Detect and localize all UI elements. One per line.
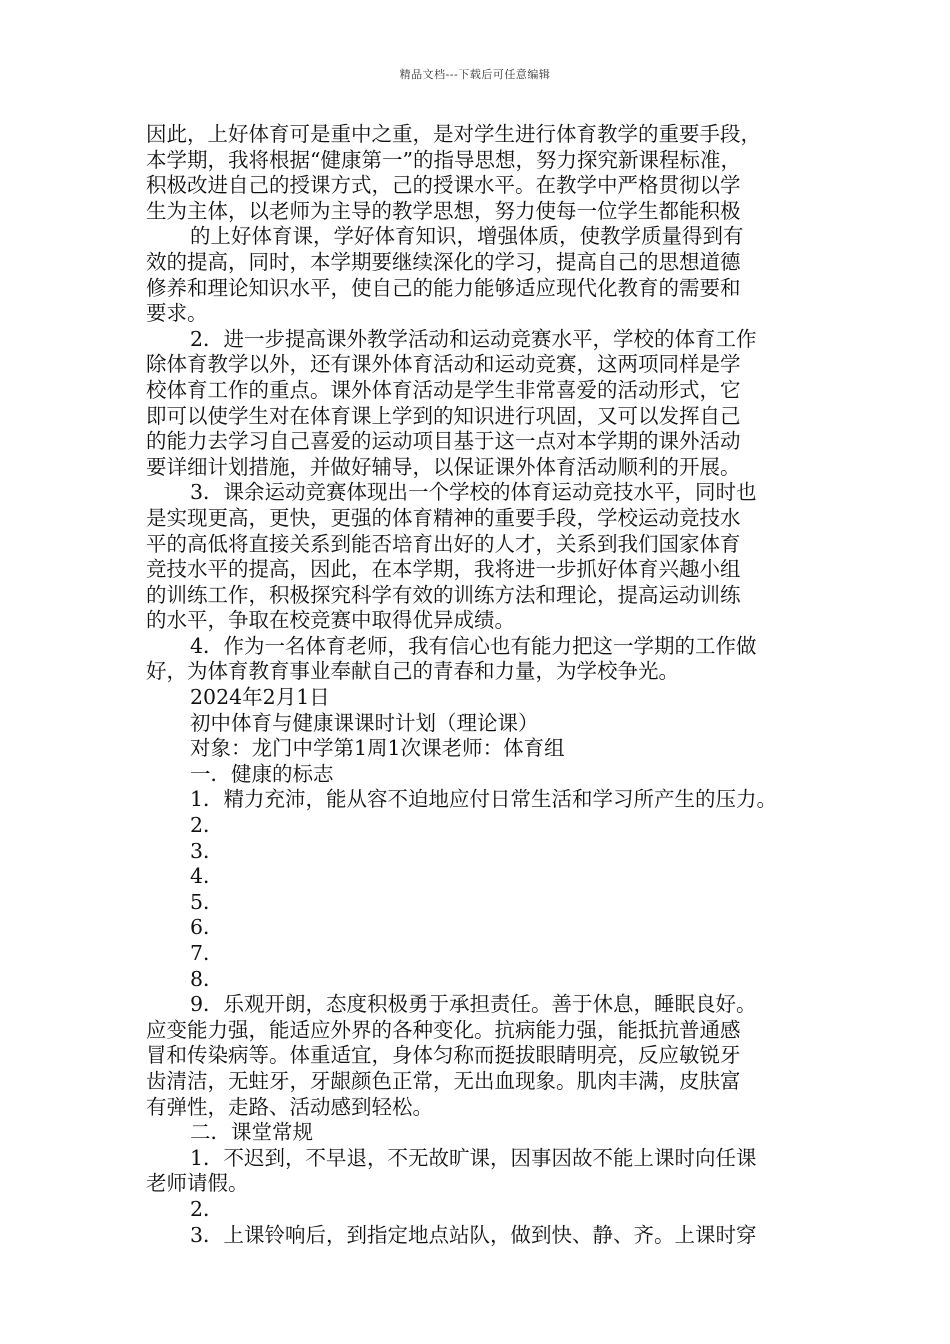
text-line: 一．健康的标志: [190, 761, 334, 786]
text-line: 对象：龙门中学第1周1次课老师：体育组: [190, 736, 565, 761]
text-line: 1．精力充沛，能从容不迫地应付日常生活和学习所产生的压力。: [190, 787, 778, 812]
text-line: 9．乐观开朗，态度积极勇于承担责任。善于休息，睡眠良好。: [190, 992, 757, 1017]
text-line: 要详细计划措施，并做好辅导，以保证课外体育活动顺利的开展。: [146, 454, 741, 479]
document-body: [146, 122, 826, 1248]
page-header: 精品文档---下载后可任意编辑: [399, 68, 551, 81]
text-line: 二．课堂常规: [190, 1120, 313, 1145]
text-line: 积极改进自己的授课方式，己的授课水平。在教学中严格贯彻以学: [146, 173, 741, 198]
text-line: 生为主体，以老师为主导的教学思想，努力使每一位学生都能积极: [146, 198, 741, 223]
text-line: 8．: [190, 966, 224, 991]
text-line: 的水平，争取在校竞赛中取得优异成绩。: [146, 608, 515, 633]
text-line: 好，为体育教育事业奉献自己的青春和力量，为学校争光。: [146, 659, 679, 684]
text-line: 2．: [190, 1196, 224, 1221]
text-line: 2024年2月1日: [190, 685, 330, 710]
text-line: 5．: [190, 889, 224, 914]
text-line: 是实现更高，更快，更强的体育精神的重要手段，学校运动竞技水: [146, 505, 741, 530]
text-line: 齿清洁，无蛀牙，牙龈颜色正常，无出血现象。肌肉丰满，皮肤富: [146, 1068, 741, 1093]
text-line: 6．: [190, 915, 224, 940]
text-line: 初中体育与健康课课时计划（理论课）: [190, 710, 539, 735]
text-line: 即可以使学生对在体育课上学到的知识进行巩固，又可以发挥自己: [146, 403, 741, 428]
text-line: 4．: [190, 864, 224, 889]
text-line: 效的提高，同时，本学期要继续深化的学习，提高自己的思想道德: [146, 249, 741, 274]
text-line: 3．: [190, 838, 224, 863]
text-line: 因此，上好体育可是重中之重，是对学生进行体育教学的重要手段，: [146, 122, 761, 146]
text-line: 7．: [190, 941, 224, 965]
text-line: 的训练工作，积极探究科学有效的训练方法和理论，提高运动训练: [146, 582, 741, 607]
text-line: 有弹性，走路、活动感到轻松。: [146, 1094, 433, 1119]
text-line: 2．进一步提高课外教学活动和运动竞赛水平，学校的体育工作: [190, 326, 757, 351]
text-line: 3．上课铃响后，到指定地点站队，做到快、静、齐。上课时穿: [190, 1222, 757, 1247]
text-line: 要求。: [146, 301, 208, 326]
text-line: 应变能力强，能适应外界的各种变化。抗病能力强，能抵抗普通感: [146, 1017, 741, 1042]
text-line: 平的高低将直接关系到能否培育出好的人才，关系到我们国家体育: [146, 531, 741, 556]
text-line: 3．课余运动竞赛体现出一个学校的体育运动竞技水平，同时也: [190, 480, 757, 505]
text-line: 本学期，我将根据“健康第一”的指导思想，努力探究新课程标准，: [146, 147, 741, 172]
text-line: 除体育教学以外，还有课外体育活动和运动竞赛，这两项同样是学: [146, 352, 741, 377]
text-line: 的能力去学习自己喜爱的运动项目基于这一点对本学期的课外活动: [146, 429, 741, 454]
text-line: 2．: [190, 813, 224, 838]
text-line: 老师请假。: [146, 1171, 249, 1196]
text-line: 4．作为一名体育老师，我有信心也有能力把这一学期的工作做: [190, 633, 757, 658]
text-line: 1．不迟到，不早退，不无故旷课，因事因故不能上课时向任课: [190, 1145, 757, 1170]
text-line: 竞技水平的提高，因此，在本学期，我将进一步抓好体育兴趣小组: [146, 557, 741, 582]
text-line: 的上好体育课，学好体育知识，增强体质，使教学质量得到有: [190, 224, 744, 249]
text-line: 冒和传染病等。体重适宜，身体匀称而挺拔眼睛明亮，反应敏锐牙: [146, 1043, 741, 1068]
text-line: 校体育工作的重点。课外体育活动是学生非常喜爱的活动形式，它: [146, 377, 741, 402]
text-line: 修养和理论知识水平，使自己的能力能够适应现代化教育的需要和: [146, 275, 741, 300]
